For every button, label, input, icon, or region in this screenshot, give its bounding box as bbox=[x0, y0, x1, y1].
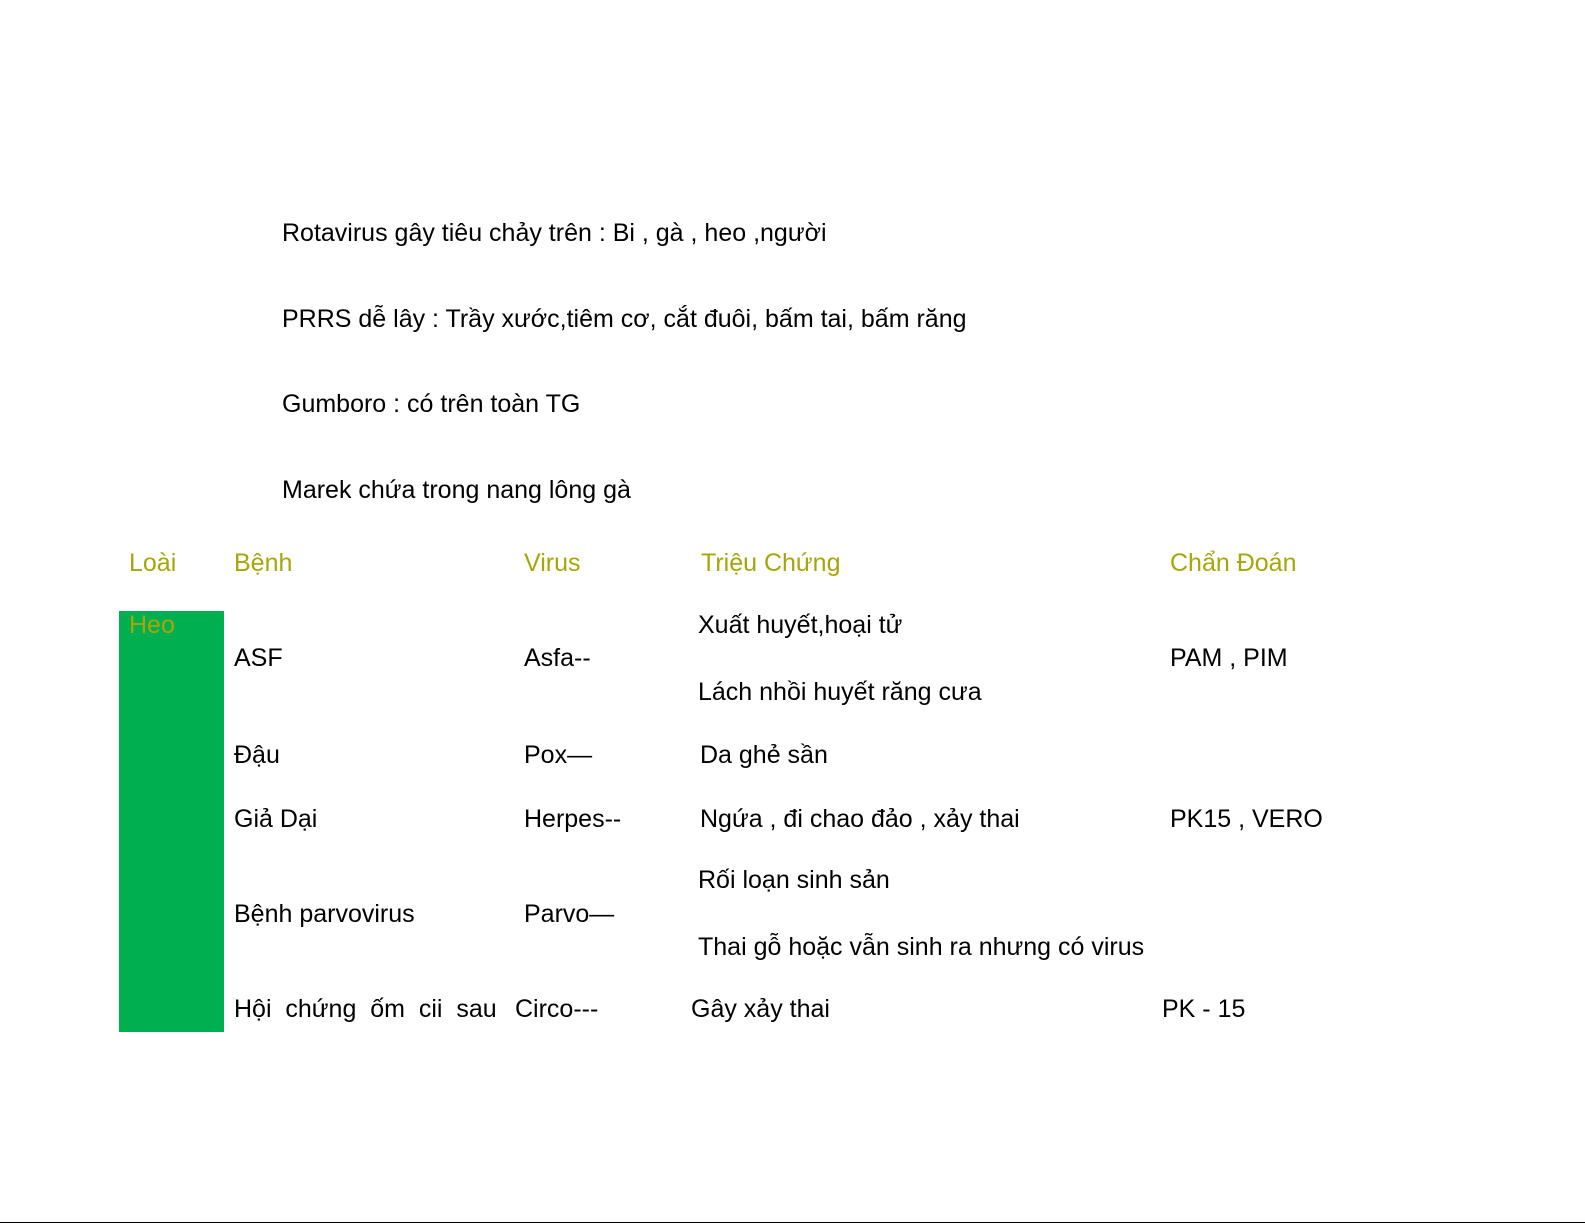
species-label: Heo bbox=[129, 611, 175, 639]
row-pseudorabies-symptom: Ngứa , đi chao đảo , xảy thai bbox=[700, 805, 1020, 833]
header-species: Loài bbox=[129, 549, 177, 577]
row-circo-virus: Circo--- bbox=[515, 995, 599, 1023]
row-pseudorabies-disease: Giả Dại bbox=[234, 805, 318, 833]
row-asf-symptom-2: Lách nhồi huyết răng cưa bbox=[698, 678, 982, 706]
row-asf-symptom-1: Xuất huyết,hoại tử bbox=[698, 611, 903, 639]
row-circo-diagnosis: PK - 15 bbox=[1162, 995, 1246, 1023]
note-prrs: PRRS dễ lây : Trầy xước,tiêm cơ, cắt đuôi, bấm tai, bấm răng bbox=[282, 305, 967, 333]
row-parvo-symptom-2: Thai gỗ hoặc vẫn sinh ra nhưng có virus bbox=[698, 933, 1145, 961]
row-circo-symptom: Gây xảy thai bbox=[691, 995, 830, 1023]
header-virus: Virus bbox=[524, 549, 581, 577]
note-rotavirus: Rotavirus gây tiêu chảy trên : Bi , gà , heo ,người bbox=[282, 219, 827, 247]
row-pseudorabies-diagnosis: PK15 , VERO bbox=[1170, 805, 1323, 833]
row-pseudorabies-virus: Herpes-- bbox=[524, 805, 622, 833]
row-parvo-disease: Bệnh parvovirus bbox=[234, 900, 415, 928]
species-cell bbox=[119, 611, 224, 1032]
header-symptoms: Triệu Chứng bbox=[701, 549, 841, 577]
row-asf-disease: ASF bbox=[234, 644, 283, 672]
header-diagnosis: Chẩn Đoán bbox=[1170, 549, 1297, 577]
row-parvo-virus: Parvo— bbox=[524, 900, 615, 928]
row-pox-disease: Đậu bbox=[234, 741, 280, 769]
row-pox-virus: Pox— bbox=[524, 741, 593, 769]
note-gumboro: Gumboro : có trên toàn TG bbox=[282, 390, 581, 418]
note-marek: Marek chứa trong nang lông gà bbox=[282, 476, 631, 504]
row-asf-virus: Asfa-- bbox=[524, 644, 591, 672]
bottom-divider bbox=[0, 1222, 1585, 1223]
row-circo-disease: Hội chứng ốm cii sau bbox=[234, 995, 497, 1023]
row-asf-diagnosis: PAM , PIM bbox=[1170, 644, 1288, 672]
row-pox-symptom: Da ghẻ sần bbox=[700, 741, 828, 769]
header-disease: Bệnh bbox=[234, 549, 293, 577]
row-parvo-symptom-1: Rối loạn sinh sản bbox=[698, 866, 890, 894]
